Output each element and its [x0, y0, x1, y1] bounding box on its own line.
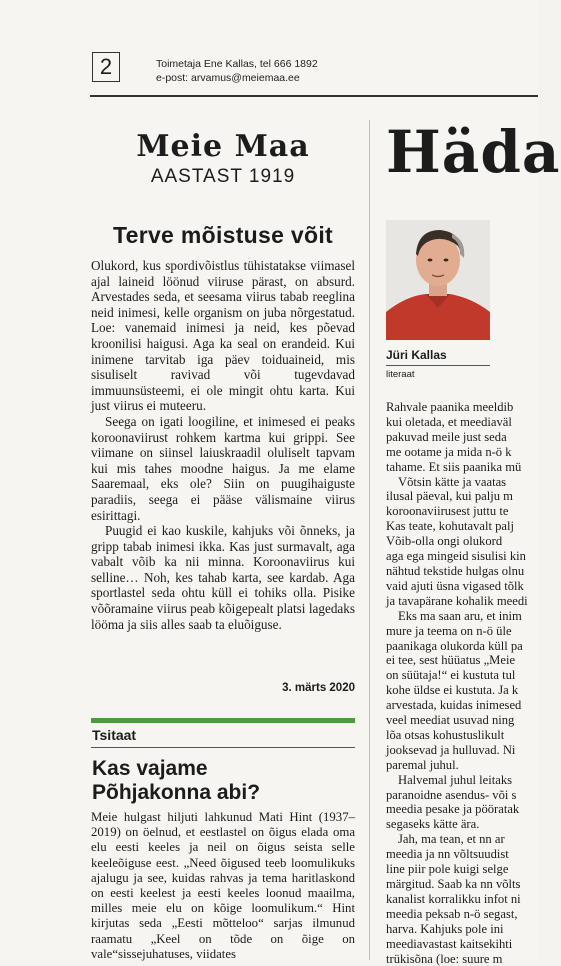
right-column-line: nähtud tekstide hulgas olnu	[386, 563, 525, 578]
header-rule	[90, 95, 538, 97]
section-rule	[91, 747, 355, 748]
author-portrait-icon	[386, 220, 490, 340]
right-column-line: pakuvad meile just seda	[386, 429, 507, 444]
author-role: literaat	[386, 369, 415, 380]
quote-title-line: Kas vajame	[92, 757, 208, 780]
right-column-line: on süütaja!“ ei kustuta tul	[386, 668, 516, 683]
right-column-line: paremal juhul.	[386, 757, 459, 772]
right-column-line: tahame. Et siis paanika mü	[386, 459, 522, 474]
masthead-since: AASTAST 1919	[150, 166, 296, 187]
right-column-line: aga ega mingeid sisulisi kin	[386, 549, 526, 564]
right-column-line: ei tee, sest hüüatus „Meie	[386, 653, 516, 668]
section-label: Tsitaat	[92, 727, 137, 743]
author-photo	[386, 220, 490, 340]
masthead-name: Meie Maa	[136, 129, 310, 164]
right-column-line: kohe üldse ei kustuta. Ja k	[386, 683, 519, 698]
column-divider	[369, 120, 370, 960]
right-column-body	[386, 400, 538, 966]
right-column-line: ja tavapärane kohalik meedi	[386, 593, 528, 608]
right-column-line: line piir pole kuigi selge	[386, 862, 509, 877]
author-rule	[386, 365, 490, 366]
email-line: e-post: arvamus@meiemaa.ee	[156, 72, 300, 84]
right-column-line: Kas teate, kohutavalt palj	[386, 519, 514, 534]
right-column-line: Võtsin kätte ja vaatas	[398, 474, 507, 489]
editorial-paragraph: Puugid ei kao kuskile, kahjuks või õnneks, ja gripp tabab inimesi ikka. Kas just surmavalt, aga vabalt võib ka nii minna. Koroonaviirus kui selline… Noh, kes tahab karta, see kardab. Aga sportlastel seda ohtu küll ei tohiks olla. Pisike võõramaine viirus peab kõigepealt platsi lagedaks lööma ja siis alles saab ta eluõiguse.	[91, 523, 355, 632]
right-column-line: märgitud. Saab ka nn võlts	[386, 877, 521, 891]
right-column-line: arvestada, kuidas inimesed	[386, 698, 522, 713]
page-number-box: 2	[92, 52, 120, 82]
right-column-line: vaid ajuti üsna vigased tõlk	[386, 578, 524, 593]
right-column-line: kui oletada, et meediaväl	[386, 414, 512, 429]
right-column-line: Halvemal juhul leitaks	[398, 772, 513, 787]
masthead	[92, 130, 354, 188]
editor-line: Toimetaja Ene Kallas, tel 666 1892	[156, 58, 318, 70]
editorial-paragraph: Seega on igati loogiline, et inimesed ei peaks koroonaviirust rohkem kartma kui grippi. See viimane on siinsel laiuskraadil oluliselt tapvam kui mis tahes moodne haigus. Ja me elame Saaremaal, eks ole? Siin on puugihaiguste paradiis, seega ei pääse välismaine viirus esirittagi.	[91, 413, 355, 523]
right-column-line: jooksevad ja hulluvad. Ni	[386, 742, 516, 757]
right-column-line: Jah, ma tean, et nn ar	[398, 832, 505, 847]
editorial-body	[91, 258, 355, 632]
right-column-line: me ootame ja mida n-ö k	[386, 444, 512, 459]
right-column-line: paranoidne asendus- või s	[386, 787, 517, 802]
right-column-line: meedia peksab n-ö segast,	[386, 906, 518, 921]
right-column-line: Võib-olla ongi olukord	[386, 534, 503, 549]
section-green-bar	[91, 718, 355, 723]
right-column-line: meediavastast kaitsekihti	[386, 936, 513, 951]
editorial-title: Terve mõistuse võit	[112, 222, 333, 248]
right-column-line: meedia pesake ja pööratak	[386, 802, 520, 817]
right-column-line: koroonaviirusest juttu te	[386, 504, 509, 519]
right-column-line: Eks ma saan aru, et inim	[398, 608, 522, 623]
right-column-line: trükisõna (loe: suure m	[386, 951, 503, 966]
editorial-paragraph: Olukord, kus spordivõistlus tühistatakse viimasel ajal laineid löönud viiruse pärast, on absurd. Arvestades seda, et seesama viirus tabab reeglina neid inimesi, kelle organism on juba nõrgestatud. Loe: vanemaid inimesi ja neid, kes põevad kroonilisi haigusi. Aga ka seal on erandeid. Kui inimene tarvitab iga päev toiduaineid, mis sisuliselt ravivad või tugevdavad immuunsüsteemi, ei ole mingit ohtu karta. Kui just viirus ei muteeru.	[91, 258, 355, 414]
right-column-line: paanikaga olukorda küll pa	[386, 638, 523, 653]
right-headline: Häda	[386, 118, 561, 186]
quote-body	[91, 810, 355, 962]
right-column-line: kanalist korralikku infot ni	[386, 891, 521, 906]
right-column-line: veel meediat usuvad ning	[386, 713, 515, 728]
quote-title	[92, 757, 356, 805]
right-column-line: ilusal päeval, kui palju m	[386, 489, 513, 504]
right-column-line: harva. Kahjuks pole ini	[386, 921, 504, 936]
author-name: Jüri Kallas	[386, 348, 447, 362]
right-column-line: mure ja teema on n-ö üle	[386, 623, 512, 638]
quote-paragraph: Meie hulgast hiljuti lahkunud Mati Hint (1937–2019) on öelnud, et eestlastel on õigus elada oma elu eesti keeles ja neil on õigus seista selle keeleõiguse eest. „Need õigused teeb loomulikuks ajalugu ja see, kuidas rahvas ja tema haritlaskond on eesti keelest ja eesti keeles loonud maailma, milles meie elu on kõige loomulikum.“ Hint kirjutas seda „Eesti mõtteloo“ sarjas ilmunud raamatu „Keel on tõde on õige on vale“sissejuhatuses, viidates	[91, 810, 355, 961]
editor-contact	[156, 57, 318, 85]
right-column-line: Rahvale paanika meeldib	[386, 400, 514, 414]
right-column-line: segaseks kätte ära.	[386, 817, 480, 832]
right-column-line: meedia ja nn võltsuudist	[386, 847, 509, 862]
editorial-date: 3. märts 2020	[282, 682, 355, 694]
right-column-line: lõa otsas kohustuslikult	[386, 727, 505, 742]
quote-title-line: Põhjakonna abi?	[92, 781, 261, 804]
